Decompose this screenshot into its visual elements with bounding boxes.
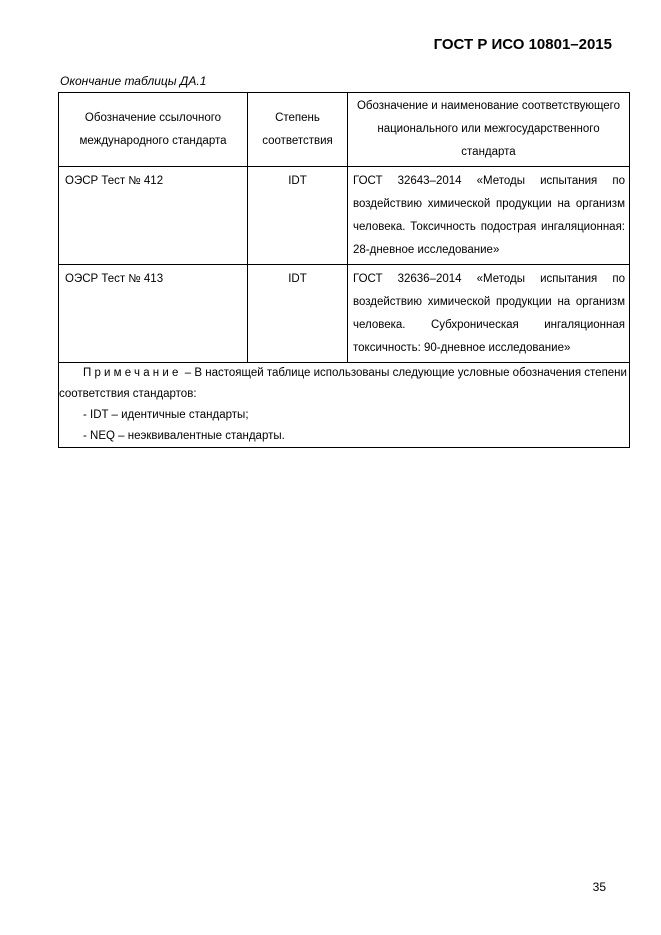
page-number: 35 bbox=[592, 880, 606, 894]
table-caption: Окончание таблицы ДА.1 bbox=[60, 74, 207, 88]
note-item-neq: - NEQ – неэквивалентные стандарты. bbox=[83, 430, 285, 442]
column-header-conformity-degree: Степень соответствия bbox=[248, 93, 348, 167]
note-body: – В настоящей таблице использованы следующие условные обозначения степени соответствия стандартов: bbox=[59, 367, 627, 400]
international-standard-cell: ОЭСР Тест № 412 bbox=[59, 167, 248, 265]
conformity-cell: IDT bbox=[248, 265, 348, 363]
national-standard-cell: ГОСТ 32643–2014 «Методы испытания по воздействию химической продукции на организм человека. Токсичность подострая ингаляционная: 28-дневное исследование» bbox=[348, 167, 630, 265]
note-item-idt: - IDT – идентичные стандарты; bbox=[83, 409, 249, 421]
note-text bbox=[59, 363, 629, 405]
table-row bbox=[59, 265, 630, 363]
table-note bbox=[59, 363, 630, 448]
table-header-row bbox=[59, 93, 630, 167]
column-header-international-standard: Обозначение ссылочного международного стандарта bbox=[59, 93, 248, 167]
table-row bbox=[59, 167, 630, 265]
national-standard-cell: ГОСТ 32636–2014 «Методы испытания по воздействию химической продукции на организм человека. Субхроническая ингаляционная токсичность: 90-дневное исследование» bbox=[348, 265, 630, 363]
document-standard-code: ГОСТ Р ИСО 10801–2015 bbox=[433, 36, 612, 53]
standards-correspondence-table bbox=[58, 92, 630, 448]
conformity-cell: IDT bbox=[248, 167, 348, 265]
international-standard-cell: ОЭСР Тест № 413 bbox=[59, 265, 248, 363]
note-label: Примечание bbox=[83, 367, 182, 379]
column-header-national-standard: Обозначение и наименование соответствующего национального или межгосударственного стандарта bbox=[348, 93, 630, 167]
table-note-row bbox=[59, 363, 630, 448]
